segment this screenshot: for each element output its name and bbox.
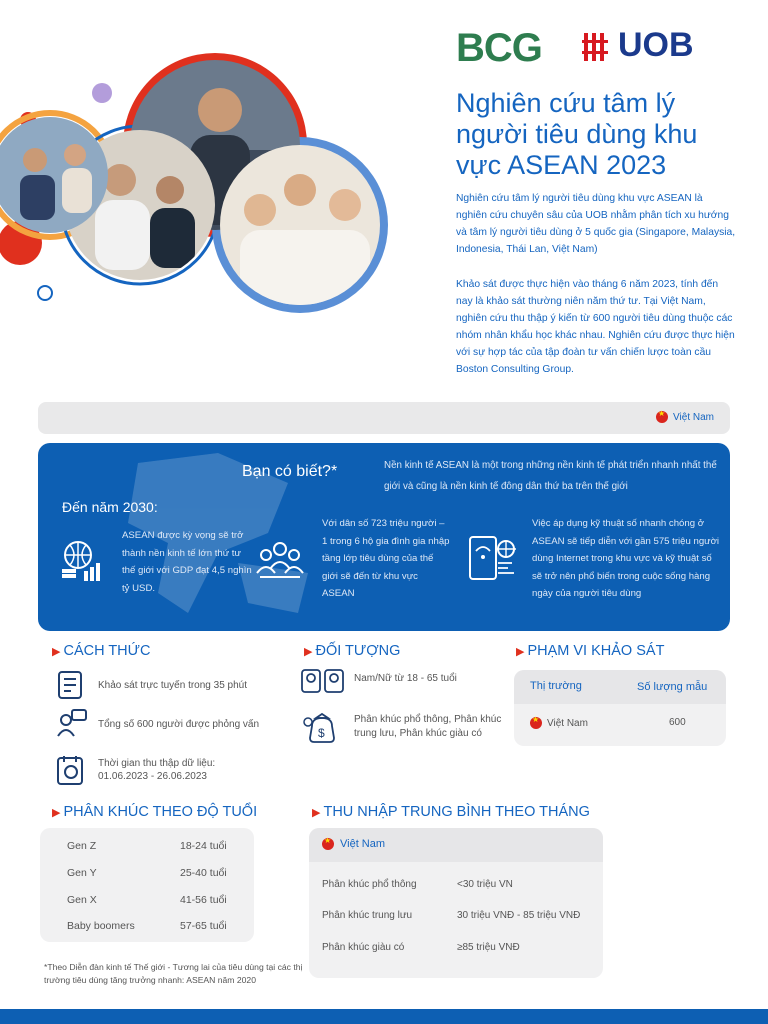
income-heading <box>312 804 590 820</box>
age-row-name: Gen Y <box>67 867 97 879</box>
scope-col-sample: Số lượng mẫu <box>637 681 708 693</box>
age-row-range: 18-24 tuổi <box>180 840 227 852</box>
income-segment: Phân khúc phổ thông <box>322 879 417 890</box>
age-row-range: 57-65 tuổi <box>180 920 227 932</box>
vietnam-flag-icon <box>656 411 668 423</box>
method-duration: Khảo sát trực tuyến trong 35 phút <box>98 680 248 691</box>
gender-icon <box>300 668 346 696</box>
method-period-dates: 01.06.2023 - 26.06.2023 <box>98 771 207 782</box>
country-bar <box>38 402 730 434</box>
triangle-bullet-icon: ▶ <box>312 806 321 819</box>
interview-icon <box>56 708 88 740</box>
triangle-bullet-icon: ▶ <box>52 806 61 819</box>
year-2030-heading: Đến năm 2030: <box>62 499 158 515</box>
target-age: Nam/Nữ từ 18 - 65 tuổi <box>354 673 457 684</box>
income-segment: Phân khúc giàu có <box>322 942 405 953</box>
scope-col-market: Thị trường <box>530 680 582 692</box>
scope-heading <box>516 643 664 659</box>
method-heading <box>52 643 151 659</box>
digital-device-icon <box>466 533 522 583</box>
income-country <box>322 838 385 850</box>
scope-row-market <box>530 717 588 729</box>
hero-illustration <box>0 40 440 340</box>
intro-paragraph-1: Nghiên cứu tâm lý người tiêu dùng khu vực ASEAN là nghiên cứu chuyên sâu của UOB nhằm phân tích xu hướng và tâm lý người tiêu dùng ở 5 quốc gia (Singapore, Malaysia, Indonesia, Thái Lan, Việt Nam) <box>456 193 736 255</box>
intro-paragraph-2: Khảo sát được thực hiện vào tháng 6 năm 2023, tính đến nay là khảo sát thường niên năm thứ tư. Tại Việt Nam, nghiên cứu thu thập ý kiến từ 600 người tiêu dùng thuộc các nhóm nhân khẩu học khác nhau. Nghiên cứu được thực hiện với sự hợp tác của tập đoàn tư vấn chiến lược toàn cầu Boston Consulting Group. <box>456 279 735 375</box>
fact-gdp: ASEAN được kỳ vọng sẽ trở thành nền kinh tế lớn thứ tư thế giới với GDP đạt 4,5 nghìn tỷ USD. <box>122 530 252 594</box>
fact-population: Với dân số 723 triệu người – 1 trong 6 hộ gia đình gia nhập tầng lớp tiêu dùng của thế giới sẽ đến từ khu vực ASEAN <box>322 518 450 599</box>
vietnam-flag-icon <box>530 717 542 729</box>
target-segments: Phân khúc phổ thông, Phân khúc trung lưu, Phân khúc giàu có <box>354 714 502 739</box>
population-icon <box>254 539 306 581</box>
triangle-bullet-icon: ▶ <box>304 645 313 658</box>
method-sample: Tổng số 600 người được phỏng vấn <box>98 719 260 730</box>
uob-mark-icon <box>582 29 612 63</box>
country-selector[interactable] <box>656 411 714 423</box>
did-you-know-panel <box>38 443 730 631</box>
uob-logo <box>582 26 694 65</box>
scope-heading-text: PHẠM VI KHẢO SÁT <box>527 643 665 659</box>
page-title: Nghiên cứu tâm lý người tiêu dùng khu vực ASEAN 2023 <box>456 88 698 180</box>
age-row-range: 25-40 tuổi <box>180 867 227 879</box>
income-country-label: Việt Nam <box>340 838 386 850</box>
income-value: 30 triệu VNĐ - 85 triệu VNĐ <box>457 910 581 921</box>
calendar-icon <box>56 754 86 786</box>
scope-sample-value: 600 <box>669 717 686 728</box>
age-row-range: 41-56 tuổi <box>180 894 227 906</box>
target-heading <box>304 643 400 659</box>
age-row-name: Baby boomers <box>67 920 135 932</box>
age-heading <box>52 804 257 820</box>
triangle-bullet-icon: ▶ <box>52 645 61 658</box>
scope-market-value: Việt Nam <box>547 717 588 729</box>
footer-bar <box>0 1009 768 1024</box>
age-heading-text: PHÂN KHÚC THEO ĐỘ TUỔI <box>63 804 258 820</box>
age-row-name: Gen Z <box>67 840 97 852</box>
country-label: Việt Nam <box>673 411 714 423</box>
triangle-bullet-icon: ▶ <box>516 645 525 658</box>
income-heading-text: THU NHẬP TRUNG BÌNH THEO THÁNG <box>323 804 590 820</box>
did-you-know-heading: Bạn có biết?* <box>242 463 338 480</box>
survey-form-icon <box>56 670 84 700</box>
money-bag-icon <box>302 712 342 744</box>
method-heading-text: CÁCH THỨC <box>63 643 151 659</box>
vietnam-flag-icon <box>322 838 334 850</box>
age-row-name: Gen X <box>67 894 97 906</box>
hero-collage <box>0 40 440 340</box>
method-period-label: Thời gian thu thập dữ liệu: <box>98 758 216 769</box>
income-segment: Phân khúc trung lưu <box>322 910 413 921</box>
fact-digital: Việc áp dụng kỹ thuật số nhanh chóng ở ASEAN sẽ tiếp diễn với gần 575 triệu người dùng Internet trong khu vực và kỹ thuật số sẽ trở nên phổ biến trong cuộc sống hàng ngày của người tiêu dùng <box>532 518 719 599</box>
income-value: <30 triệu VN <box>457 879 513 890</box>
globe-gdp-icon <box>60 539 106 583</box>
income-value: ≥85 triệu VNĐ <box>457 942 520 953</box>
did-you-know-note: Nền kinh tế ASEAN là một trong những nền kinh tế phát triển nhanh nhất thế giới và cũng là nền kinh tế đông dân thứ ba trên thế giới <box>384 460 717 492</box>
svg-text:$: $ <box>318 726 325 740</box>
target-heading-text: ĐỐI TƯỢNG <box>315 643 401 659</box>
footnote: *Theo Diễn đàn kinh tế Thế giới - Tương lai của tiêu dùng tại các thị trường tiêu dùng tăng trưởng nhanh: ASEAN năm 2020 <box>44 962 303 985</box>
bcg-logo: BCG <box>456 26 542 70</box>
uob-logo-text: UOB <box>618 26 694 64</box>
